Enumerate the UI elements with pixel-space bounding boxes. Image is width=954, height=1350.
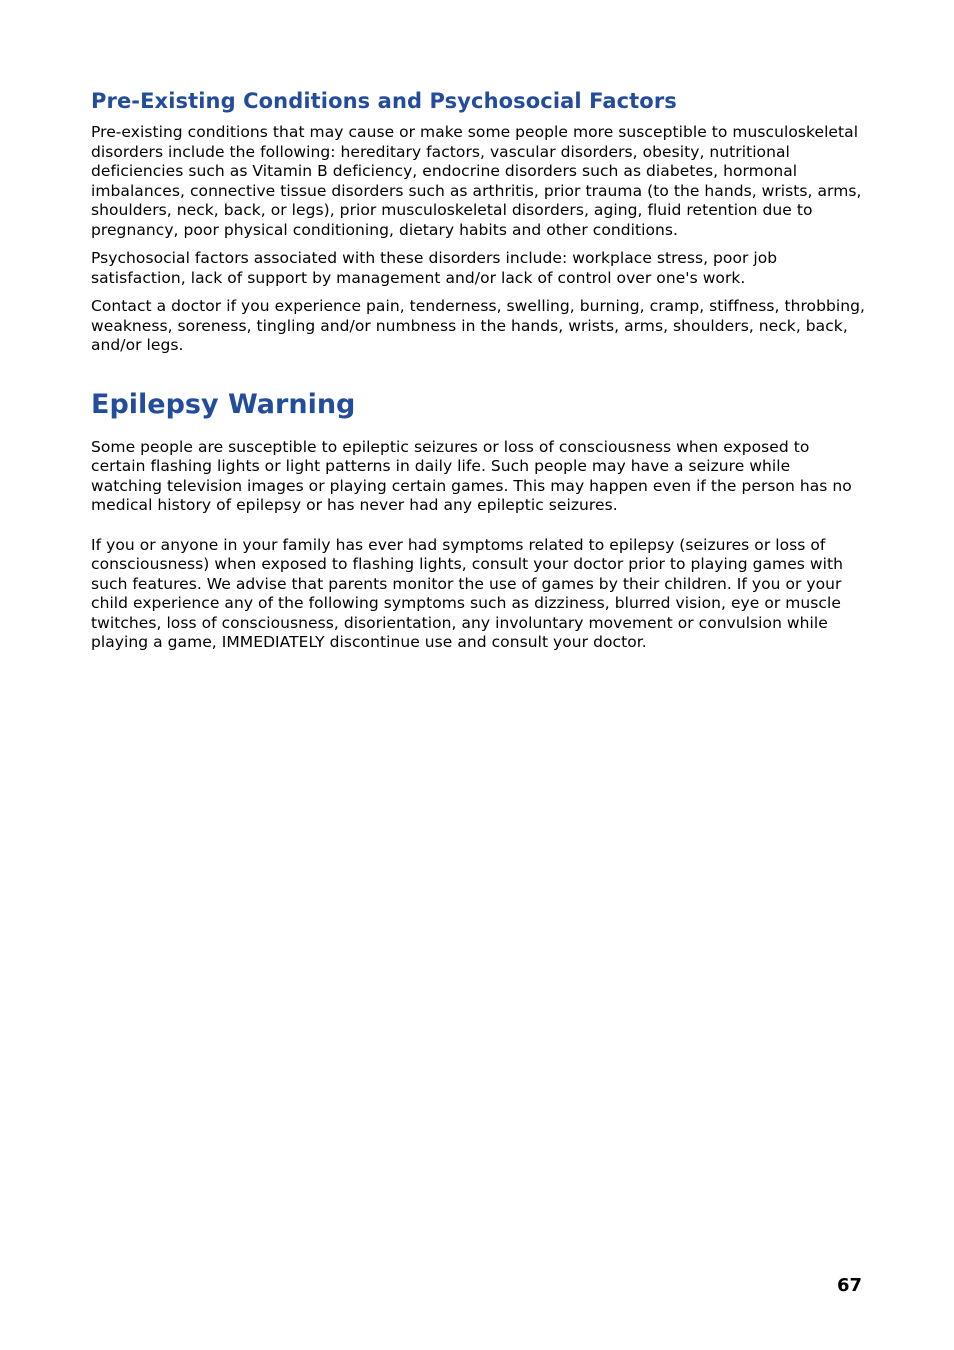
paragraph: Pre-existing conditions that may cause or make some people more susceptible to musculoskeletal disorders include the following: hereditary factors, vascular disorders, obesity, nutritional deficiencies such as Vitamin B deficiency, endocrine disorders such as diabetes, hormonal imbalances, connective tissue disorders such as arthritis, prior trauma (to the hands, wrists, arms, shoulders, neck, back, or legs), prior musculoskeletal disorders, aging, fluid retention due to pregnancy, poor physical conditioning, dietary habits and other conditions. (91, 123, 862, 239)
section-pre-existing-conditions (91, 88, 866, 356)
section-heading: Pre-Existing Conditions and Psychosocial Factors (91, 89, 677, 113)
page-number: 67 (836, 1275, 862, 1296)
paragraph: Some people are susceptible to epileptic seizures or loss of consciousness when exposed to certain flashing lights or light patterns in daily life. Such people may have a seizure while watching television images or playing certain games. This may happen even if the person has no medical history of epilepsy or has never had any epileptic seizures. (91, 437, 852, 515)
paragraph: Psychosocial factors associated with these disorders include: workplace stress, poor job satisfaction, lack of support by management and/or lack of control over one's work. (91, 249, 778, 287)
paragraph: Contact a doctor if you experience pain, tenderness, swelling, burning, cramp, stiffness, throbbing, weakness, soreness, tingling and/or numbness in the hands, wrists, arms, shoulders, neck, back, and/or legs. (91, 297, 865, 355)
section-heading: Epilepsy Warning (91, 388, 356, 420)
page-content (91, 88, 866, 662)
paragraph: If you or anyone in your family has ever had symptoms related to epilepsy (seizures or loss of consciousness) when exposed to flashing lights, consult your doctor prior to playing games with such features. We advise that parents monitor the use of games by their children. If you or your child experience any of the following symptoms such as dizziness, blurred vision, eye or muscle twitches, loss of consciousness, disorientation, any involuntary movement or convulsion while playing a game, IMMEDIATELY discontinue use and consult your doctor. (91, 535, 843, 652)
section-epilepsy-warning (91, 387, 866, 653)
